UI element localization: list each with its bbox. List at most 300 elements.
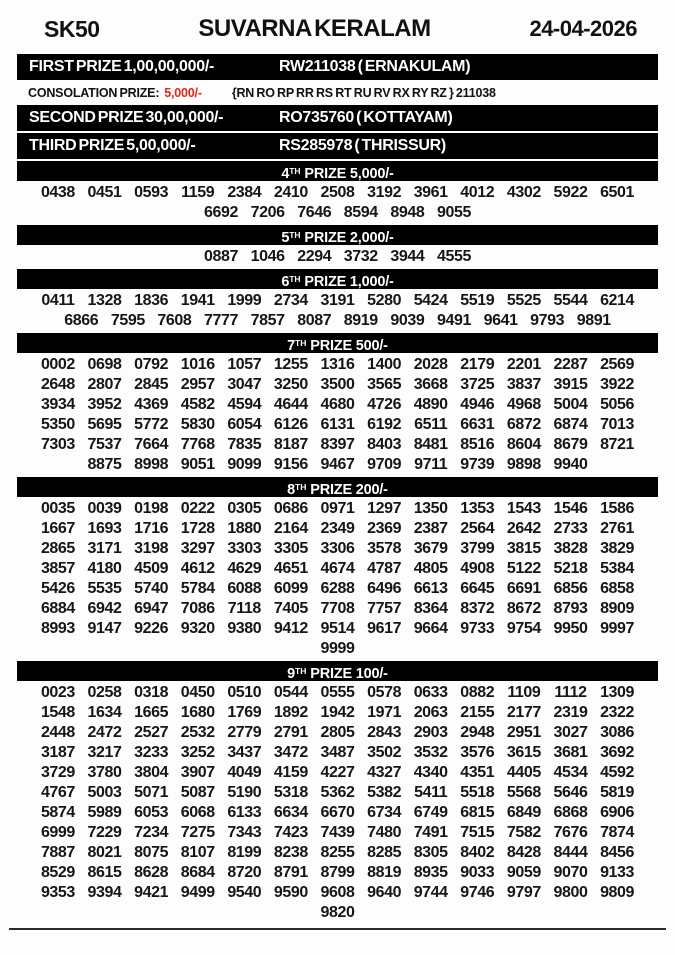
winning-number: 9467 (320, 456, 355, 473)
winning-number: 9226 (134, 620, 169, 637)
winning-number: 4644 (273, 396, 308, 413)
winning-number-row (0, 539, 675, 559)
winning-number: 1112 (554, 684, 587, 701)
winning-number: 1680 (180, 704, 215, 721)
winning-number: 8919 (343, 312, 378, 329)
winning-number-row (0, 763, 675, 783)
winning-number: 1297 (367, 500, 402, 517)
winning-number: 4327 (367, 764, 402, 781)
winning-number: 6192 (367, 416, 402, 433)
winning-number: 0451 (87, 184, 122, 201)
winning-number: 2807 (87, 376, 122, 393)
winning-number: 3305 (273, 540, 308, 557)
winning-number: 4340 (413, 764, 448, 781)
winning-number: 1836 (134, 292, 169, 309)
winning-number: 3668 (413, 376, 448, 393)
winning-number: 7708 (320, 600, 355, 617)
winning-number: 7480 (367, 824, 402, 841)
winning-number: 9997 (600, 620, 635, 637)
winning-number: 2569 (600, 356, 635, 373)
winning-number: 2349 (320, 520, 355, 537)
winning-number: 3934 (40, 396, 75, 413)
winning-number: 1016 (180, 356, 215, 373)
winning-number: 9709 (367, 456, 402, 473)
winning-number: 8672 (506, 600, 541, 617)
winning-number: 0971 (320, 500, 355, 517)
winning-number: 1255 (273, 356, 308, 373)
winning-number: 6053 (134, 804, 169, 821)
winning-number: 3729 (40, 764, 75, 781)
winning-number-row (0, 355, 675, 375)
winning-number: 2322 (600, 704, 635, 721)
winning-number: 1057 (227, 356, 262, 373)
winning-number: 2384 (227, 184, 262, 201)
third-prize-bar (17, 133, 658, 159)
winning-number: 2734 (273, 292, 308, 309)
winning-number: 2865 (40, 540, 75, 557)
winning-number: 2779 (227, 724, 262, 741)
winning-number: 8679 (553, 436, 588, 453)
winning-number: 2164 (273, 520, 308, 537)
winning-number: 9394 (87, 884, 122, 901)
winning-number: 6088 (227, 580, 262, 597)
winning-number: 7303 (40, 436, 75, 453)
winning-number: 8516 (460, 436, 495, 453)
winning-number: 7887 (40, 844, 75, 861)
consolation-series: {RN RO RP RR RS RT RU RV RX RY RZ } 211038 (231, 85, 496, 100)
winning-number: 8529 (40, 864, 75, 881)
winning-number: 4805 (413, 560, 448, 577)
winning-number: 2448 (40, 724, 75, 741)
winning-number-row (0, 639, 675, 659)
winning-number: 6884 (40, 600, 75, 617)
winning-number: 5056 (600, 396, 635, 413)
winning-number: 6645 (460, 580, 495, 597)
winning-number: 6288 (320, 580, 355, 597)
winning-number: 2733 (553, 520, 588, 537)
winning-number: 0023 (40, 684, 75, 701)
winning-number: 8187 (273, 436, 308, 453)
winning-number: 8615 (87, 864, 122, 881)
winning-number: 8791 (273, 864, 308, 881)
winning-number: 4555 (436, 248, 471, 265)
prize-section-header: 7TH PRIZE 500/- (17, 333, 658, 353)
winning-number: 2957 (180, 376, 215, 393)
winning-number: 0633 (413, 684, 448, 701)
winning-number: 5087 (180, 784, 215, 801)
winning-number-row (0, 455, 675, 475)
winning-number: 3086 (600, 724, 635, 741)
winning-number: 1350 (413, 500, 448, 517)
winning-number: 2642 (506, 520, 541, 537)
winning-number: 4012 (460, 184, 495, 201)
winning-number: 4787 (367, 560, 402, 577)
winning-number-row (0, 823, 675, 843)
winning-number: 7086 (180, 600, 215, 617)
winning-number: 2177 (506, 704, 541, 721)
winning-number: 6133 (227, 804, 262, 821)
winning-number: 3732 (343, 248, 378, 265)
winning-number: 3952 (87, 396, 122, 413)
winning-number: 2532 (180, 724, 215, 741)
winning-number: 3297 (180, 540, 215, 557)
winning-number: 2201 (506, 356, 541, 373)
winning-number: 3192 (367, 184, 402, 201)
winning-number: 3907 (180, 764, 215, 781)
winning-number: 8456 (600, 844, 635, 861)
winning-number: 5362 (320, 784, 355, 801)
winning-number: 2410 (273, 184, 308, 201)
winning-number: 4180 (87, 560, 122, 577)
winning-number: 5830 (180, 416, 215, 433)
winning-number: 1309 (600, 684, 635, 701)
winning-number: 3725 (460, 376, 495, 393)
winning-number: 8604 (506, 436, 541, 453)
winning-number: 4612 (180, 560, 215, 577)
winning-number: 7515 (460, 824, 495, 841)
first-prize-label: FIRST PRIZE 1,00,00,000/- (29, 58, 215, 75)
winning-number: 4890 (413, 396, 448, 413)
winning-number: 2155 (460, 704, 495, 721)
winning-number: 6501 (600, 184, 635, 201)
winning-number: 3944 (390, 248, 425, 265)
consolation-row (17, 82, 658, 103)
winning-number: 2951 (506, 724, 541, 741)
winning-number: 6874 (553, 416, 588, 433)
winning-number: 6866 (64, 312, 99, 329)
winning-number-row (0, 599, 675, 619)
winning-number: 5426 (40, 580, 75, 597)
second-prize-winner: RO735760 ( KOTTAYAM) (279, 109, 453, 126)
winning-number: 1892 (273, 704, 308, 721)
winning-number: 8875 (87, 456, 122, 473)
winning-number: 0882 (460, 684, 495, 701)
winning-number-row (0, 803, 675, 823)
winning-number: 1546 (553, 500, 588, 517)
prize-section-5th (0, 225, 675, 267)
winning-number: 2179 (460, 356, 495, 373)
winning-number: 8684 (180, 864, 215, 881)
winning-number-row (0, 683, 675, 703)
winning-number: 9898 (506, 456, 541, 473)
winning-number: 6692 (204, 204, 239, 221)
winning-number-row (0, 395, 675, 415)
winning-number: 9797 (506, 884, 541, 901)
winning-number: 9608 (320, 884, 355, 901)
winning-number: 9320 (180, 620, 215, 637)
winning-number: 3437 (227, 744, 262, 761)
winning-number: 8199 (227, 844, 262, 861)
winning-number: 6613 (413, 580, 448, 597)
winning-number: 9055 (436, 204, 471, 221)
winning-number: 0887 (204, 248, 239, 265)
second-prize-bar (17, 105, 658, 131)
winning-number-row (0, 843, 675, 863)
winning-number: 4227 (320, 764, 355, 781)
bottom-divider (9, 928, 666, 930)
winning-number: 6947 (134, 600, 169, 617)
winning-number: 6849 (506, 804, 541, 821)
winning-number: 1971 (367, 704, 402, 721)
winning-number: 4369 (134, 396, 169, 413)
winning-number: 8935 (413, 864, 448, 881)
winning-number: 4674 (320, 560, 355, 577)
winning-number: 9070 (553, 864, 588, 881)
winning-number: 3472 (273, 744, 308, 761)
winning-number: 9491 (436, 312, 471, 329)
winning-number: 9033 (460, 864, 495, 881)
winning-number: 9744 (413, 884, 448, 901)
winning-number: 1109 (507, 684, 541, 701)
winning-number: 6691 (506, 580, 541, 597)
winning-number: 9051 (180, 456, 215, 473)
winning-number: 2845 (134, 376, 169, 393)
winning-number: 2843 (367, 724, 402, 741)
winning-number: 0510 (227, 684, 262, 701)
winning-number: 4767 (40, 784, 75, 801)
winning-number: 8819 (367, 864, 402, 881)
winning-number: 6749 (413, 804, 448, 821)
winning-number: 0792 (134, 356, 169, 373)
winning-number: 4049 (227, 764, 262, 781)
winning-number: 9950 (553, 620, 588, 637)
winning-number: 3780 (87, 764, 122, 781)
winning-number: 6856 (553, 580, 588, 597)
prize-section-header: 6TH PRIZE 1,000/- (17, 269, 658, 289)
winning-number: 9499 (180, 884, 215, 901)
winning-number: 8998 (134, 456, 169, 473)
winning-number: 7275 (180, 824, 215, 841)
first-prize-bar (17, 54, 658, 80)
winning-number: 1665 (134, 704, 169, 721)
prize-section-8th (0, 477, 675, 659)
winning-number: 3565 (367, 376, 402, 393)
winning-number: 6131 (320, 416, 355, 433)
winning-number: 9800 (553, 884, 588, 901)
winning-number: 6815 (460, 804, 495, 821)
winning-number: 7013 (600, 416, 635, 433)
winning-number: 6872 (506, 416, 541, 433)
winning-number: 5525 (506, 292, 541, 309)
winning-number-row (0, 291, 675, 311)
winning-number: 5646 (553, 784, 588, 801)
winning-number: 9156 (273, 456, 308, 473)
winning-number: 8721 (600, 436, 635, 453)
winning-number: 0450 (180, 684, 215, 701)
winning-number: 7676 (553, 824, 588, 841)
winning-number: 5190 (227, 784, 262, 801)
winning-number: 3829 (600, 540, 635, 557)
winning-number: 6631 (460, 416, 495, 433)
winning-number: 6868 (553, 804, 588, 821)
winning-number: 0593 (134, 184, 169, 201)
winning-number: 1400 (367, 356, 402, 373)
winning-number: 5280 (367, 292, 402, 309)
winning-number: 5318 (273, 784, 308, 801)
winning-number: 1316 (320, 356, 355, 373)
winning-number-row (0, 499, 675, 519)
winning-number: 5004 (553, 396, 588, 413)
winning-number: 9739 (460, 456, 495, 473)
winning-number: 3837 (506, 376, 541, 393)
winning-number-row (0, 183, 675, 203)
winning-number: 9711 (414, 456, 448, 473)
winning-number: 4968 (506, 396, 541, 413)
winning-number: 4534 (553, 764, 588, 781)
winning-number: 3306 (320, 540, 355, 557)
winning-number: 7491 (413, 824, 448, 841)
winning-number: 8075 (134, 844, 169, 861)
winning-number: 5695 (87, 416, 122, 433)
winning-number: 7537 (87, 436, 122, 453)
winning-number: 5003 (87, 784, 122, 801)
winning-number: 5519 (460, 292, 495, 309)
winning-number: 5384 (600, 560, 635, 577)
winning-number: 6999 (40, 824, 75, 841)
winning-number: 3922 (600, 376, 635, 393)
winning-number: 4351 (460, 764, 495, 781)
winning-number: 4159 (273, 764, 308, 781)
winning-number: 8799 (320, 864, 355, 881)
winning-number: 3692 (600, 744, 635, 761)
winning-number: 1586 (600, 500, 635, 517)
winning-number: 4582 (180, 396, 215, 413)
winning-number: 9540 (227, 884, 262, 901)
winning-number: 0698 (87, 356, 122, 373)
winning-number: 3250 (273, 376, 308, 393)
consolation-label: CONSOLATION PRIZE: (28, 85, 160, 100)
winning-number: 1942 (320, 704, 355, 721)
winning-number: 9617 (367, 620, 402, 637)
winning-number-row (0, 703, 675, 723)
winning-number: 3578 (367, 540, 402, 557)
winning-number: 1941 (180, 292, 215, 309)
winning-number: 8481 (413, 436, 448, 453)
winning-number: 0411 (41, 292, 75, 309)
winning-number: 1046 (250, 248, 285, 265)
winning-number: 8107 (180, 844, 215, 861)
winning-number: 3857 (40, 560, 75, 577)
winning-number: 5535 (87, 580, 122, 597)
winning-number: 7423 (273, 824, 308, 841)
winning-number: 9746 (460, 884, 495, 901)
winning-number: 8428 (506, 844, 541, 861)
winning-number: 4680 (320, 396, 355, 413)
prize-section-9th (0, 661, 675, 923)
winning-number: 7646 (297, 204, 332, 221)
winning-number: 6942 (87, 600, 122, 617)
winning-number: 7582 (506, 824, 541, 841)
winning-number: 2805 (320, 724, 355, 741)
winning-number: 2294 (297, 248, 332, 265)
prize-section-header: 4TH PRIZE 5,000/- (17, 161, 658, 181)
winning-number: 5122 (506, 560, 541, 577)
winning-number: 3233 (134, 744, 169, 761)
winning-number: 7857 (250, 312, 285, 329)
winning-number: 9809 (600, 884, 635, 901)
winning-number: 6734 (367, 804, 402, 821)
winning-number: 2508 (320, 184, 355, 201)
winning-number: 3171 (87, 540, 122, 557)
winning-number: 9940 (553, 456, 588, 473)
draw-date: 24-04-2026 (529, 16, 637, 41)
winning-number: 4302 (506, 184, 541, 201)
winning-number: 5874 (40, 804, 75, 821)
winning-number: 2761 (600, 520, 635, 537)
winning-number: 7234 (134, 824, 169, 841)
winning-number: 8397 (320, 436, 355, 453)
winning-number: 6511 (414, 416, 448, 433)
winning-number: 7405 (273, 600, 308, 617)
winning-number: 3576 (460, 744, 495, 761)
winning-number: 5784 (180, 580, 215, 597)
winning-number: 2028 (413, 356, 448, 373)
winning-number: 9641 (483, 312, 518, 329)
winning-number: 8628 (134, 864, 169, 881)
winning-number: 0544 (273, 684, 308, 701)
consolation-amount: 5,000/- (164, 85, 202, 100)
prize-section-header: 9TH PRIZE 100/- (17, 661, 658, 681)
winning-number: 9380 (227, 620, 262, 637)
winning-number: 4405 (506, 764, 541, 781)
winning-number: 7608 (157, 312, 192, 329)
winning-number: 8402 (460, 844, 495, 861)
winning-number-row (0, 883, 675, 903)
winning-number-row (0, 723, 675, 743)
winning-number-row (0, 619, 675, 639)
winning-number: 1159 (181, 184, 215, 201)
prize-section-6th (0, 269, 675, 331)
winning-number: 3799 (460, 540, 495, 557)
winning-number: 6634 (273, 804, 308, 821)
winning-number: 8403 (367, 436, 402, 453)
winning-number: 5071 (134, 784, 169, 801)
winning-number: 2287 (553, 356, 588, 373)
winning-number: 6126 (273, 416, 308, 433)
winning-number-row (0, 247, 675, 267)
winning-number: 9412 (273, 620, 308, 637)
winning-number: 0198 (134, 500, 169, 517)
winning-number: 8285 (367, 844, 402, 861)
winning-number-row (0, 783, 675, 803)
winning-number: 5740 (134, 580, 169, 597)
winning-number: 0258 (87, 684, 122, 701)
winning-number: 5989 (87, 804, 122, 821)
winning-number: 9891 (576, 312, 611, 329)
winning-number: 3502 (367, 744, 402, 761)
winning-number: 5350 (40, 416, 75, 433)
winning-number: 3217 (87, 744, 122, 761)
winning-number: 7874 (600, 824, 635, 841)
winning-number: 4651 (273, 560, 308, 577)
winning-number: 4509 (134, 560, 169, 577)
winning-number: 2791 (273, 724, 308, 741)
winning-number: 9421 (134, 884, 169, 901)
winning-number-row (0, 435, 675, 455)
winning-number: 2648 (40, 376, 75, 393)
winning-number: 7229 (87, 824, 122, 841)
winning-number: 3681 (553, 744, 588, 761)
winning-number: 8255 (320, 844, 355, 861)
winning-number: 9099 (227, 456, 262, 473)
winning-number-row (0, 559, 675, 579)
winning-number: 8364 (413, 600, 448, 617)
winning-number: 5544 (553, 292, 588, 309)
winning-number: 3500 (320, 376, 355, 393)
winning-number: 3915 (553, 376, 588, 393)
winning-number: 9640 (367, 884, 402, 901)
winning-number: 0222 (180, 500, 215, 517)
